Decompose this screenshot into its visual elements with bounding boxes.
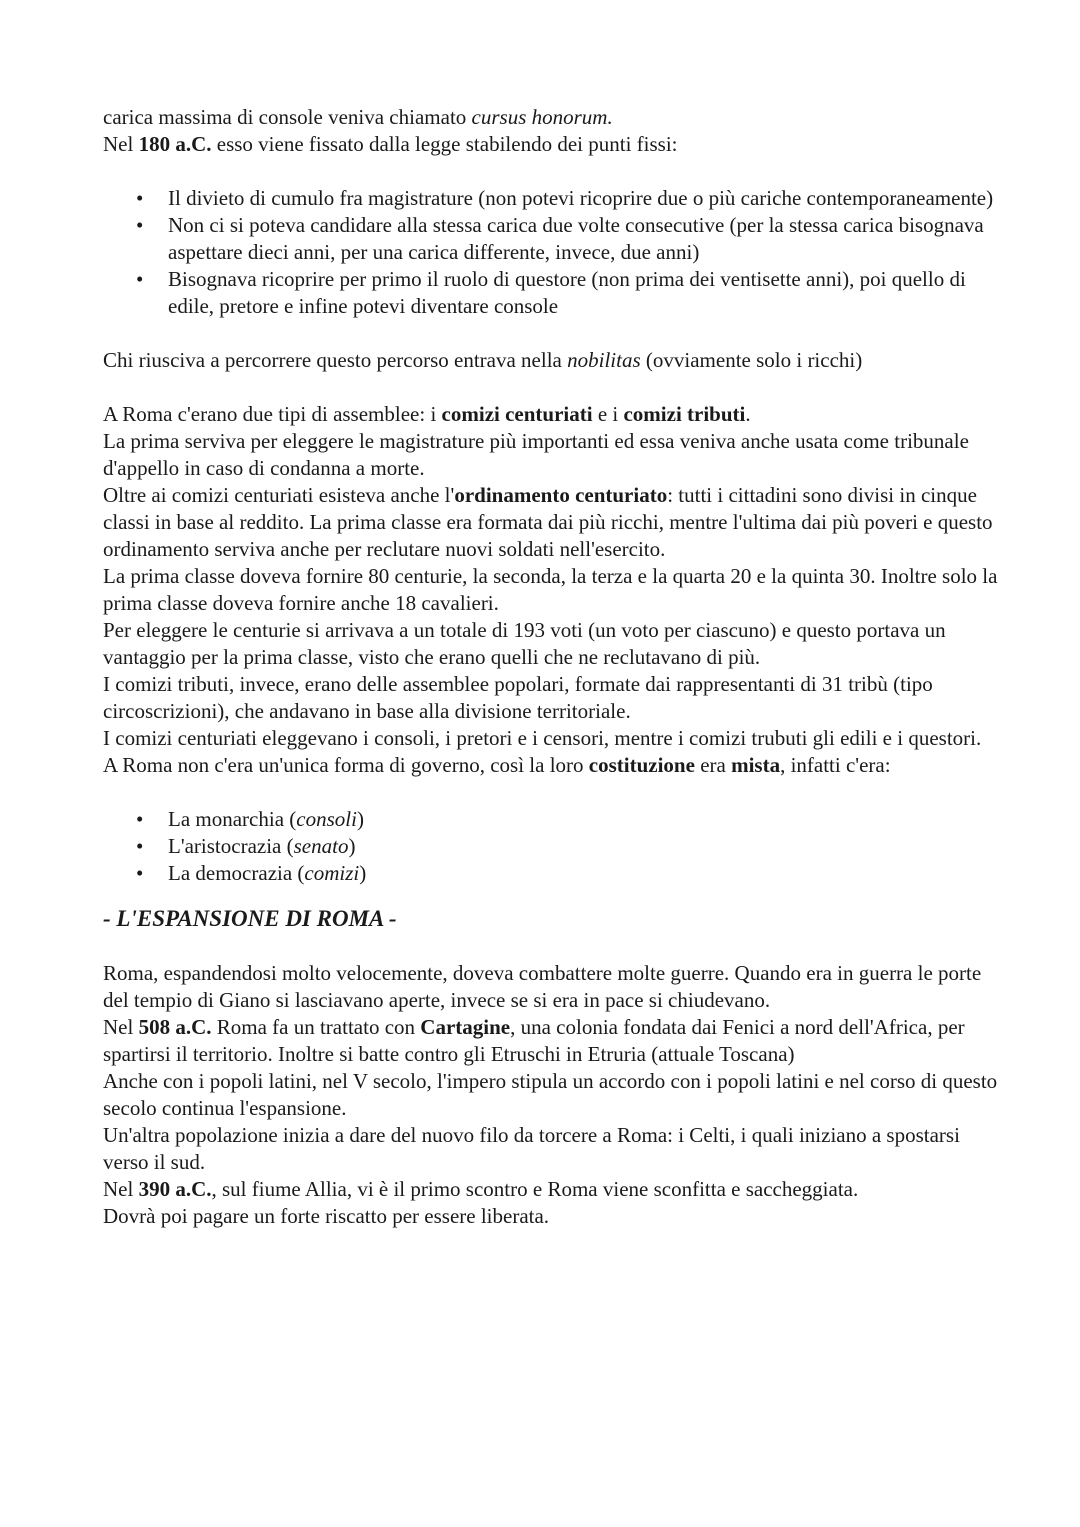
paragraph: Anche con i popoli latini, nel V secolo, l'impero stipula un accordo con i popoli latini e nel corso di questo secolo continua l'espansione. xyxy=(103,1069,998,1120)
costituzione-paragraph: A Roma non c'era un'unica forma di governo, così la loro costituzione era mista, infatti c'era: xyxy=(103,753,891,777)
nobilitas-paragraph: Chi riusciva a percorrere questo percorso entrava nella nobilitas (ovviamente solo i ricchi) xyxy=(103,348,863,372)
comizi-tributi-term: comizi tributi xyxy=(623,402,746,426)
cartagine-paragraph: Nel 508 a.C. Roma fa un trattato con Cartagine, una colonia fondata dai Fenici a nord dell'Africa, per spartirsi il territorio. Inoltre si batte contro gli Etruschi in Etruria (attuale Toscana) xyxy=(103,1015,965,1066)
paragraph: Dovrà poi pagare un forte riscatto per essere liberata. xyxy=(103,1204,550,1228)
paragraph: La prima serviva per eleggere le magistrature più importanti ed essa veniva anche usata come tribunale d'appello in caso di condanna a morte. xyxy=(103,429,969,480)
mista-term: mista xyxy=(731,753,781,777)
ordinamento-term: ordinamento centuriato xyxy=(454,483,668,507)
bullet-icon: • xyxy=(136,186,144,210)
list-item: • Bisognava ricoprire per primo il ruolo di questore (non prima dei ventisette anni), poi quello di edile, pretore e infine potevi diventare console xyxy=(136,267,966,318)
bullet-icon: • xyxy=(136,807,144,831)
paragraph: Per eleggere le centurie si arrivava a un totale di 193 voti (un voto per ciascuno) e questo portava un vantaggio per la prima classe, visto che erano quelli che ne reclutavano di più. xyxy=(103,618,946,669)
assemblee-intro: A Roma c'erano due tipi di assemblee: i comizi centuriati e i comizi tributi. xyxy=(103,402,751,426)
paragraph: La prima classe doveva fornire 80 centurie, la seconda, la terza e la quarta 20 e la quinta 30. Inoltre solo la prima classe doveva fornire anche 18 cavalieri. xyxy=(103,564,998,615)
date-508: 508 a.C. xyxy=(138,1015,212,1039)
bullet-icon: • xyxy=(136,267,144,291)
section-heading: - L'ESPANSIONE DI ROMA - xyxy=(103,906,397,931)
nobilitas-term: nobilitas xyxy=(567,348,641,372)
paragraph: I comizi centuriati eleggevano i consoli, i pretori e i censori, mentre i comizi trubuti gli edili e i questori. xyxy=(103,726,982,750)
list-item: • La democrazia (comizi) xyxy=(136,861,367,885)
cartagine-term: Cartagine xyxy=(420,1015,511,1039)
costituzione-term: costituzione xyxy=(588,753,695,777)
document-page xyxy=(103,104,1003,1230)
bullet-icon: • xyxy=(136,213,144,237)
intro-line-2: Nel 180 a.C. esso viene fissato dalla legge stabilendo dei punti fissi: xyxy=(103,132,678,156)
paragraph: I comizi tributi, invece, erano delle assemblee popolari, formate dai rappresentanti di 31 tribù (tipo circoscrizioni), che andavano in base alla divisione territoriale. xyxy=(103,672,933,723)
date-180: 180 a.C. xyxy=(138,132,212,156)
list-item: • La monarchia (consoli) xyxy=(136,807,364,831)
intro-line-1: carica massima di console veniva chiamato cursus honorum. xyxy=(103,105,613,129)
comizi-centuriati-term: comizi centuriati xyxy=(441,402,593,426)
paragraph: Un'altra popolazione inizia a dare del nuovo filo da torcere a Roma: i Celti, i quali iniziano a spostarsi verso il sud. xyxy=(103,1123,960,1174)
date-390: 390 a.C. xyxy=(138,1177,212,1201)
cursus-honorum-term: cursus honorum. xyxy=(471,105,613,129)
list-item: • Il divieto di cumulo fra magistrature (non potevi ricoprire due o più cariche contemporaneamente) xyxy=(136,186,994,210)
bullet-icon: • xyxy=(136,861,144,885)
paragraph: Roma, espandendosi molto velocemente, doveva combattere molte guerre. Quando era in guerra le porte del tempio di Giano si lasciavano aperte, invece se si era in pace si chiudevano. xyxy=(103,961,982,1012)
ordinamento-paragraph: Oltre ai comizi centuriati esisteva anche l'ordinamento centuriato: tutti i cittadini sono divisi in cinque classi in base al reddito. La prima classe era formata dai più ricchi, mentre l'ultima dai più poveri e questo ordinamento serviva anche per reclutare nuovi soldati nell'esercito. xyxy=(103,483,993,561)
allia-paragraph: Nel 390 a.C., sul fiume Allia, vi è il primo scontro e Roma viene sconfitta e saccheggiata. xyxy=(103,1177,859,1201)
governo-list xyxy=(103,806,1003,887)
list-item: • Non ci si poteva candidare alla stessa carica due volte consecutive (per la stessa carica bisognava aspettare dieci anni, per una carica differente, invece, due anni) xyxy=(136,213,984,264)
list-item: • L'aristocrazia (senato) xyxy=(136,834,356,858)
rules-list xyxy=(103,185,1003,320)
bullet-icon: • xyxy=(136,834,144,858)
